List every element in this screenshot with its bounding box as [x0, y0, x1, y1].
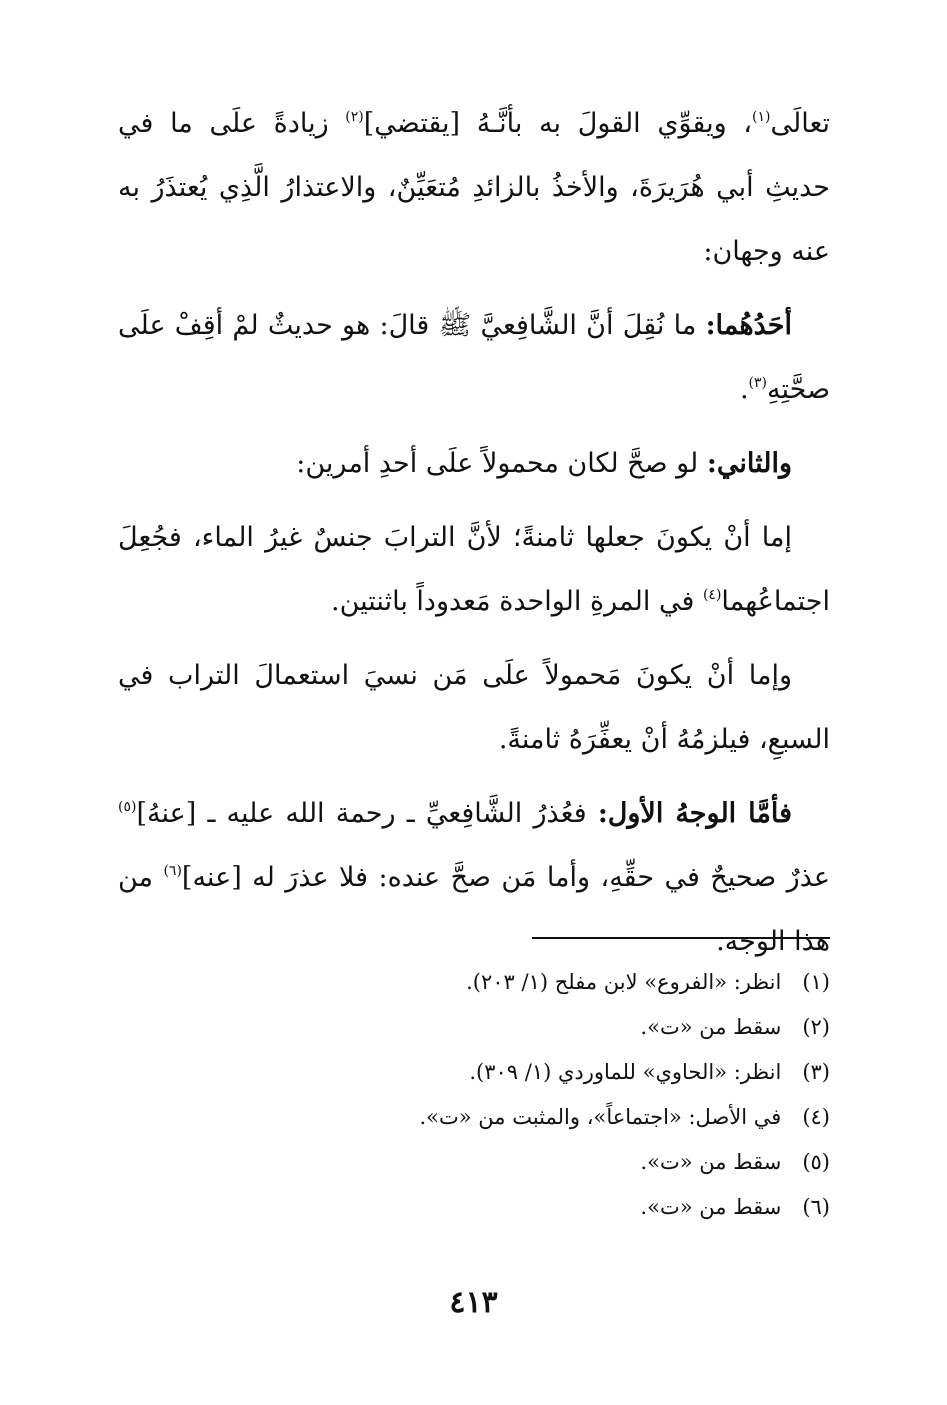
bold-heading: والثاني: — [706, 448, 792, 479]
footnote-text: انظر: «الحاوي» للماوردي (١/ ٣٠٩). — [469, 1060, 782, 1084]
footnote-5 — [200, 1140, 830, 1185]
footnote-number: (٦) — [802, 1195, 830, 1219]
page-number: ٤١٣ — [449, 1285, 498, 1320]
footnote-text: انظر: «الفروع» لابن مفلح (١/ ٢٠٣). — [466, 970, 782, 994]
footnote-ref-3: (٣) — [748, 375, 768, 391]
bold-heading: أحَدُهُما: — [705, 310, 792, 341]
text-run: لو صحَّ لكان محمولاً علَى أحدِ أمرين: — [296, 448, 707, 479]
paragraph-2 — [118, 294, 830, 422]
footnote-ref-4: (٤) — [702, 587, 722, 603]
footnote-2 — [200, 1005, 830, 1050]
text-run: عذرٌ صحيحٌ في حقِّهِ، وأما مَن صحَّ عنده: فلا عذرَ له [عنه] — [181, 862, 830, 893]
footnote-text: سقط من «ت». — [640, 1195, 782, 1219]
footnote-6 — [200, 1185, 830, 1230]
text-run: وإما أنْ يكونَ مَحمولاً علَى مَن نسيَ استعمالَ التراب في السبعِ، فيلزمُهُ أنْ يعفِّرَهُ ثامنةً. — [118, 660, 830, 755]
footnote-text: سقط من «ت». — [640, 1015, 782, 1039]
footnote-ref-6: (٦) — [163, 863, 182, 879]
footnote-ref-5: (٥) — [118, 799, 137, 815]
footnote-number: (٣) — [802, 1060, 830, 1084]
paragraph-3 — [118, 432, 830, 496]
paragraph-1 — [118, 92, 830, 284]
text-run: . — [739, 374, 749, 405]
footnote-text: سقط من «ت». — [640, 1150, 782, 1174]
footnote-3 — [200, 1050, 830, 1095]
footnotes — [200, 960, 830, 1230]
footnote-number: (٥) — [802, 1150, 830, 1174]
text-run: تعالَى — [770, 108, 830, 139]
text-run: فعُذرُ الشَّافِعيِّ ـ رحمة الله عليه ـ [عنهُ] — [136, 798, 598, 829]
text-run: إما أنْ يكونَ جعلها ثامنةً؛ لأنَّ الترابَ جنسٌ غيرُ الماء، فجُعِلَ اجتماعُهما — [118, 522, 830, 617]
text-run: زيادةً علَى ما في حديثِ أبي هُرَيرَةَ، والأخذُ بالزائدِ مُتعَيِّنٌ، والاعتذارُ الَّذِي يُعتذَرُ به عنه وجهان: — [118, 108, 830, 267]
paragraph-5 — [118, 644, 830, 772]
footnote-text: في الأصل: «اجتماعاً»، والمثبت من «ت». — [419, 1105, 782, 1129]
footnote-4 — [200, 1095, 830, 1140]
text-run: ما نُقِلَ أنَّ الشَّافِعيَّ ﷺ قالَ: هو حديثٌ لمْ أقِفْ علَى صحَّتِهِ — [118, 310, 830, 405]
footnote-1 — [200, 960, 830, 1005]
text-run: ، ويقوِّي القولَ به بأنَّـهُ [يقتضي] — [363, 108, 753, 139]
text-run: من هذا الوجه. — [118, 862, 830, 957]
footnote-number: (٤) — [802, 1105, 830, 1129]
footnote-ref-1: (١) — [752, 109, 771, 125]
paragraph-4 — [118, 506, 830, 634]
paragraph-6 — [118, 782, 830, 974]
footnote-separator — [532, 937, 830, 939]
main-text — [118, 92, 830, 984]
footnote-number: (٢) — [802, 1015, 830, 1039]
footnote-number: (١) — [802, 970, 830, 994]
bold-heading: فأمَّا الوجهُ الأول: — [597, 798, 792, 829]
text-run: في المرةِ الواحدة مَعدوداً باثنتين. — [331, 586, 703, 617]
footnote-ref-2: (٢) — [345, 109, 364, 125]
